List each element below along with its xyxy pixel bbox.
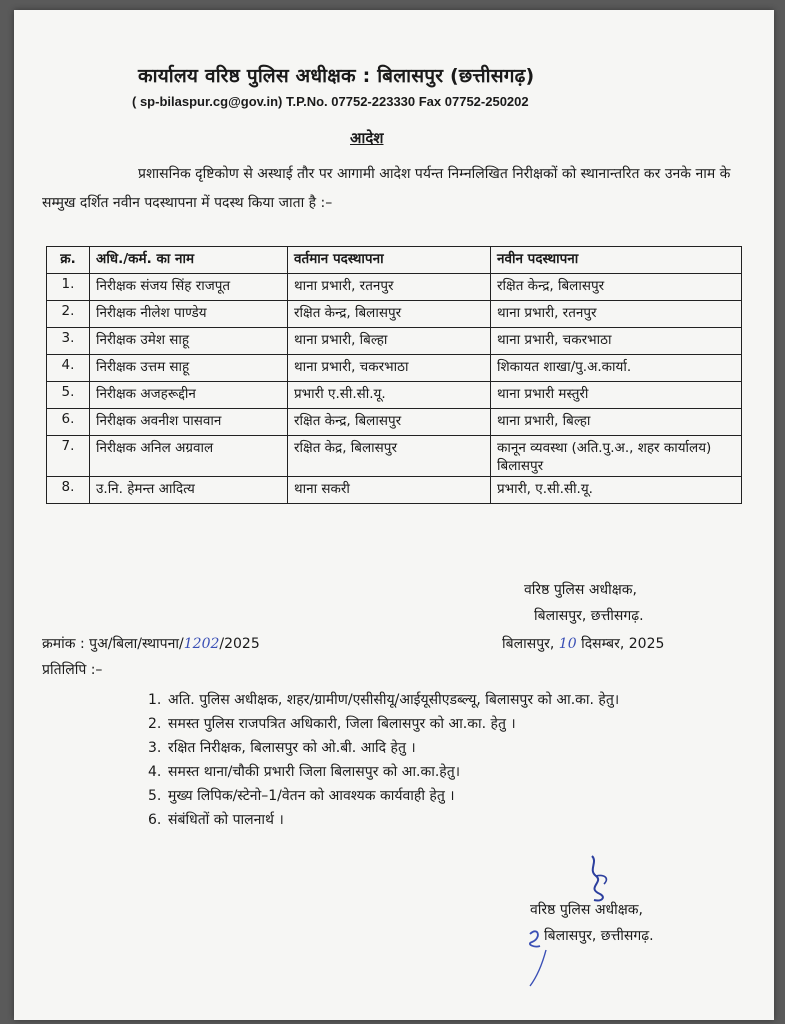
table-row (47, 382, 742, 409)
reference-prefix: क्रमांक : पुअ/बिला/स्थापना/ (42, 636, 184, 652)
col-new-posting: नवीन पदस्थापना (491, 247, 742, 274)
cell-current: प्रभारी ए.सी.सी.यू. (288, 382, 491, 409)
order-heading: आदेश (350, 129, 384, 147)
cell-name: निरीक्षक संजय सिंह राजपूत (90, 274, 288, 301)
cell-name: निरीक्षक अनिल अग्रवाल (90, 436, 288, 477)
cell-serial: 4. (47, 355, 90, 382)
cell-current: थाना सकरी (288, 477, 491, 504)
cell-name: निरीक्षक अजहरूद्दीन (90, 382, 288, 409)
col-serial: क्र. (47, 247, 90, 274)
cell-new: प्रभारी, ए.सी.सी.यू. (491, 477, 742, 504)
reference-year: /2025 (219, 636, 260, 652)
handwritten-initial (512, 910, 562, 990)
cell-new: थाना प्रभारी मस्तुरी (491, 382, 742, 409)
date-line (502, 634, 664, 653)
order-intro-text: प्रशासनिक दृष्टिकोण से अस्थाई तौर पर आगामी आदेश पर्यन्त निम्नलिखित निरीक्षकों को स्थानान्तरित कर उनके नाम के सम्मुख दर्शित नवीन पदस्थापना में पदस्थ किया जाता है :– (42, 166, 731, 211)
cell-current: रक्षित केन्द्र, बिलासपुर (288, 301, 491, 328)
copy-text: मुख्य लिपिक/स्टेनो–1/वेतन को आवश्यक कार्यवाही हेतु । (168, 788, 455, 804)
cell-current: रक्षित केन्द्र, बिलासपुर (288, 409, 491, 436)
signatory-place-top: बिलासपुर, छत्तीसगढ़. (534, 608, 644, 624)
table-row (47, 301, 742, 328)
cell-serial: 5. (47, 382, 90, 409)
office-contact: ( sp-bilaspur.cg@gov.in) T.P.No. 07752-223330 Fax 07752-250202 (132, 94, 529, 109)
list-item (148, 786, 748, 807)
reference-number (42, 634, 260, 653)
transfer-table (46, 246, 742, 504)
date-rest: दिसम्बर, 2025 (581, 636, 665, 652)
office-title: कार्यालय वरिष्ठ पुलिस अधीक्षक : बिलासपुर (छत्तीसगढ़) (138, 65, 535, 87)
table-row (47, 274, 742, 301)
cell-current: थाना प्रभारी, बिल्हा (288, 328, 491, 355)
cell-current: रक्षित केद्र, बिलासपुर (288, 436, 491, 477)
cell-new: कानून व्यवस्था (अति.पु.अ., शहर कार्यालय) बिलासपुर (491, 436, 742, 477)
cell-name: निरीक्षक उमेश साहू (90, 328, 288, 355)
cell-name: उ.नि. हेमन्त आदित्य (90, 477, 288, 504)
table-header-row (47, 247, 742, 274)
cell-new: शिकायत शाखा/पु.अ.कार्या. (491, 355, 742, 382)
cell-new: थाना प्रभारी, रतनपुर (491, 301, 742, 328)
order-intro (42, 160, 742, 218)
copy-num: 3. (148, 740, 162, 756)
cell-serial: 7. (47, 436, 90, 477)
signatory-designation-top: वरिष्ठ पुलिस अधीक्षक, (524, 582, 637, 598)
cell-serial: 1. (47, 274, 90, 301)
cell-serial: 3. (47, 328, 90, 355)
copy-num: 2. (148, 716, 162, 732)
cell-new: थाना प्रभारी, चकरभाठा (491, 328, 742, 355)
copy-num: 4. (148, 764, 162, 780)
col-name: अधि./कर्म. का नाम (90, 247, 288, 274)
reference-handwritten-number: 1202 (183, 636, 220, 652)
table-row (47, 477, 742, 504)
copy-text: समस्त थाना/चौकी प्रभारी जिला बिलासपुर को आ.का.हेतु। (168, 764, 461, 780)
list-item (148, 690, 748, 711)
cell-current: थाना प्रभारी, चकरभाठा (288, 355, 491, 382)
copy-text: रक्षित निरीक्षक, बिलासपुर को ओ.बी. आदि हेतु । (168, 740, 416, 756)
table-row (47, 436, 742, 477)
list-item (148, 810, 748, 831)
copy-to-title: प्रतिलिपि :– (42, 662, 103, 678)
cell-serial: 8. (47, 477, 90, 504)
table-row (47, 409, 742, 436)
copy-num: 6. (148, 812, 162, 828)
list-item (148, 762, 748, 783)
copy-num: 5. (148, 788, 162, 804)
cell-new: रक्षित केन्द्र, बिलासपुर (491, 274, 742, 301)
cell-serial: 6. (47, 409, 90, 436)
copy-text: समस्त पुलिस राजपत्रित अधिकारी, जिला बिलासपुर को आ.का. हेतु । (168, 716, 516, 732)
list-item (148, 714, 748, 735)
signatory-place-bottom: बिलासपुर, छत्तीसगढ़. (544, 928, 654, 944)
table-row (47, 355, 742, 382)
cell-name: निरीक्षक उत्तम साहू (90, 355, 288, 382)
date-day-handwritten: 10 (558, 636, 577, 652)
cell-serial: 2. (47, 301, 90, 328)
cell-current: थाना प्रभारी, रतनपुर (288, 274, 491, 301)
cell-name: निरीक्षक अवनीश पासवान (90, 409, 288, 436)
document-page (14, 10, 774, 1020)
cell-name: निरीक्षक नीलेश पाण्डेय (90, 301, 288, 328)
cell-new: थाना प्रभारी, बिल्हा (491, 409, 742, 436)
date-place: बिलासपुर, (502, 636, 555, 652)
copy-list (148, 690, 748, 834)
copy-text: संबंधितों को पालनार्थ । (168, 812, 284, 828)
list-item (148, 738, 748, 759)
table-row (47, 328, 742, 355)
copy-text: अति. पुलिस अधीक्षक, शहर/ग्रामीण/एसीसीयू/आईयूसीएडब्ल्यू, बिलासपुर को आ.का. हेतु। (168, 692, 620, 708)
signatory-designation-bottom: वरिष्ठ पुलिस अधीक्षक, (530, 902, 643, 918)
col-current-posting: वर्तमान पदस्थापना (288, 247, 491, 274)
copy-num: 1. (148, 692, 162, 708)
